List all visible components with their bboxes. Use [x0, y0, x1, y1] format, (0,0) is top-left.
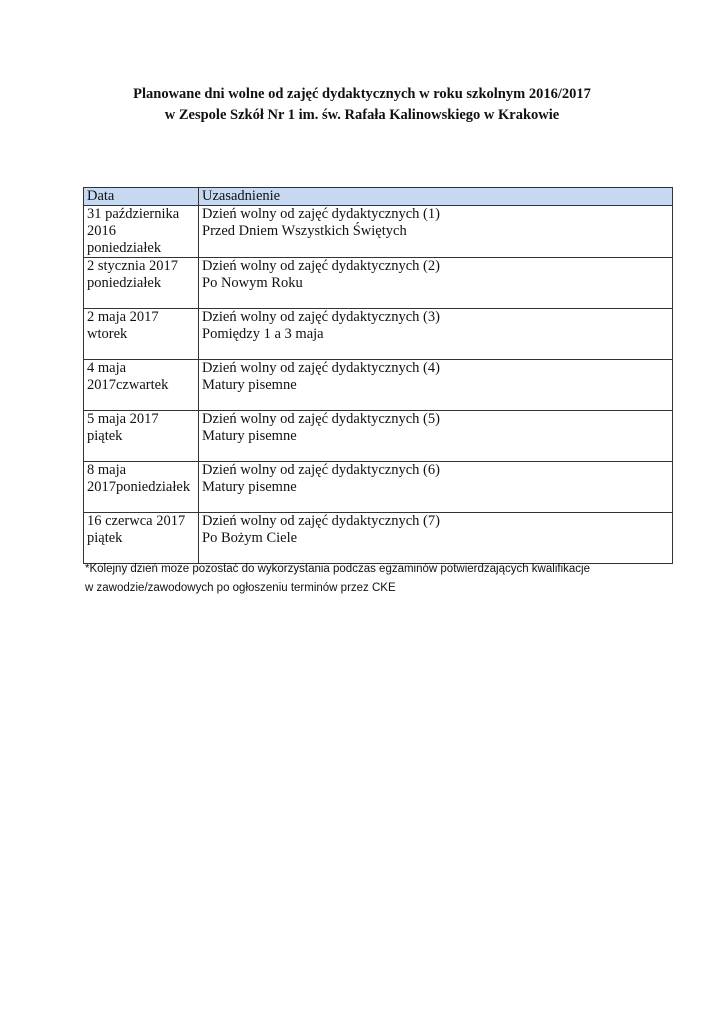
- reason-cell: Dzień wolny od zajęć dydaktycznych (6) Matury pisemne: [199, 462, 673, 513]
- table-row: [84, 360, 673, 411]
- title-line-1: Planowane dni wolne od zajęć dydaktycznych w roku szkolnym 2016/2017: [133, 86, 591, 102]
- footnote-line-1: *Kolejny dzień może pozostać do wykorzystania podczas egzaminów potwierdzających kwalifikacje: [85, 563, 590, 575]
- date-cell: 2 stycznia 2017 poniedziałek: [84, 258, 199, 309]
- date-cell: 31 października 2016 poniedziałek: [84, 206, 199, 258]
- reason-cell: Dzień wolny od zajęć dydaktycznych (4) Matury pisemne: [199, 360, 673, 411]
- header-date: Data: [84, 188, 199, 206]
- table-row: [84, 462, 673, 513]
- reason-cell: Dzień wolny od zajęć dydaktycznych (5) Matury pisemne: [199, 411, 673, 462]
- days-off-table: [83, 187, 673, 564]
- date-cell: 2 maja 2017 wtorek: [84, 309, 199, 360]
- table-header-row: [84, 188, 673, 206]
- table-row: [84, 206, 673, 258]
- reason-cell: Dzień wolny od zajęć dydaktycznych (3) Pomiędzy 1 a 3 maja: [199, 309, 673, 360]
- date-cell: 4 maja 2017czwartek: [84, 360, 199, 411]
- table-row: [84, 309, 673, 360]
- reason-cell: Dzień wolny od zajęć dydaktycznych (1) Przed Dniem Wszystkich Świętych: [199, 206, 673, 258]
- date-cell: 8 maja 2017poniedziałek: [84, 462, 199, 513]
- header-reason: Uzasadnienie: [199, 188, 673, 206]
- reason-cell: Dzień wolny od zajęć dydaktycznych (7) Po Bożym Ciele: [199, 513, 673, 564]
- footnote-line-2: w zawodzie/zawodowych po ogłoszeniu terminów przez CKE: [85, 582, 396, 594]
- title-line-2: w Zespole Szkół Nr 1 im. św. Rafała Kalinowskiego w Krakowie: [164, 107, 560, 123]
- date-cell: 5 maja 2017 piątek: [84, 411, 199, 462]
- document-title: [0, 84, 724, 126]
- table-row: [84, 258, 673, 309]
- table-row: [84, 513, 673, 564]
- footnote: [85, 560, 685, 598]
- reason-cell: Dzień wolny od zajęć dydaktycznych (2) Po Nowym Roku: [199, 258, 673, 309]
- table-row: [84, 411, 673, 462]
- date-cell: 16 czerwca 2017 piątek: [84, 513, 199, 564]
